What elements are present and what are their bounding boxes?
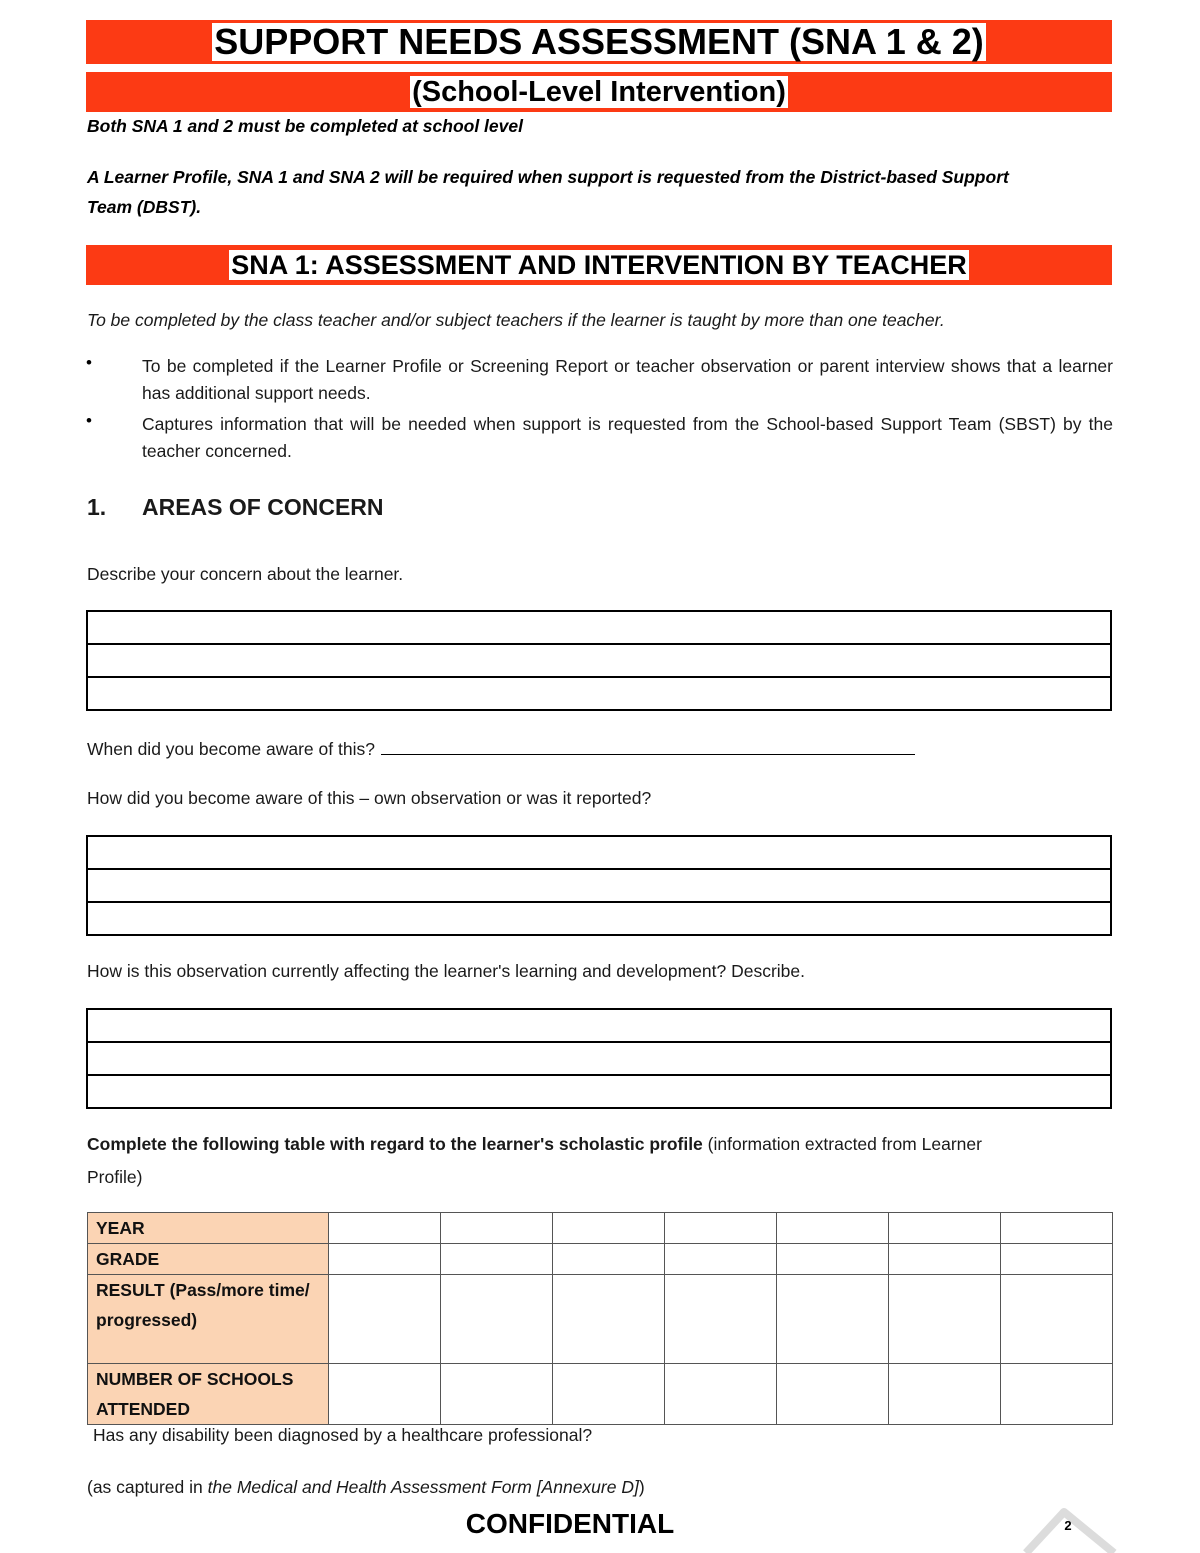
requirement-note-line2: Team (DBST). bbox=[87, 197, 202, 217]
row-label-schools-attended: NUMBER OF SCHOOLS ATTENDED bbox=[88, 1364, 329, 1425]
table-intro bbox=[87, 1134, 1117, 1155]
table-cell[interactable] bbox=[329, 1244, 441, 1275]
table-cell[interactable] bbox=[441, 1364, 553, 1425]
answer-line bbox=[88, 1074, 1110, 1076]
table-cell[interactable] bbox=[329, 1275, 441, 1364]
table-cell[interactable] bbox=[777, 1275, 889, 1364]
section-heading: AREAS OF CONCERN bbox=[142, 494, 384, 520]
table-cell[interactable] bbox=[553, 1213, 665, 1244]
table-cell[interactable] bbox=[1001, 1244, 1113, 1275]
document-subtitle-bar bbox=[86, 72, 1112, 112]
bullet-text: To be completed if the Learner Profile or Screening Report or teacher observation or parent interview shows that a learner has additional support needs. bbox=[142, 356, 1113, 403]
table-intro-rest: (information extracted from Learner bbox=[702, 1134, 982, 1154]
answer-line bbox=[88, 901, 1110, 903]
annexure-pre: (as captured in bbox=[87, 1477, 208, 1497]
question-disability: Has any disability been diagnosed by a healthcare professional? bbox=[93, 1425, 593, 1445]
impact-answer-box[interactable] bbox=[86, 1008, 1112, 1109]
table-cell[interactable] bbox=[1001, 1275, 1113, 1364]
table-cell[interactable] bbox=[441, 1244, 553, 1275]
question-how-aware: How did you become aware of this – own observation or was it reported? bbox=[87, 788, 652, 808]
scholastic-profile-table bbox=[87, 1212, 1113, 1425]
table-cell[interactable] bbox=[889, 1364, 1001, 1425]
answer-line bbox=[88, 868, 1110, 870]
table-cell[interactable] bbox=[553, 1244, 665, 1275]
table-cell[interactable] bbox=[329, 1213, 441, 1244]
bullet-item bbox=[86, 353, 1113, 409]
table-cell[interactable] bbox=[553, 1364, 665, 1425]
table-cell[interactable] bbox=[1001, 1364, 1113, 1425]
document-subtitle: (School-Level Intervention) bbox=[412, 76, 786, 108]
table-cell[interactable] bbox=[665, 1364, 777, 1425]
table-row bbox=[88, 1213, 1113, 1244]
answer-line bbox=[88, 1041, 1110, 1043]
question-describe-concern: Describe your concern about the learner. bbox=[87, 564, 404, 584]
table-cell[interactable] bbox=[889, 1275, 1001, 1364]
sna1-title: SNA 1: ASSESSMENT AND INTERVENTION BY TEACHER bbox=[231, 250, 967, 280]
table-intro-bold: Complete the following table with regard to the learner's scholastic profile bbox=[87, 1134, 703, 1154]
table-intro-line2: Profile) bbox=[87, 1167, 143, 1187]
how-aware-answer-box[interactable] bbox=[86, 835, 1112, 936]
table-cell[interactable] bbox=[665, 1244, 777, 1275]
row-label-result: RESULT (Pass/more time/ progressed) bbox=[88, 1275, 329, 1364]
table-cell[interactable] bbox=[777, 1213, 889, 1244]
concern-answer-box[interactable] bbox=[86, 610, 1112, 711]
row-label-year: YEAR bbox=[88, 1213, 329, 1244]
table-cell[interactable] bbox=[553, 1275, 665, 1364]
question-when-aware: When did you become aware of this? bbox=[87, 739, 375, 759]
table-row bbox=[88, 1364, 1113, 1425]
bullet-symbol: • bbox=[86, 411, 92, 430]
confidential-label: CONFIDENTIAL bbox=[465, 1508, 675, 1539]
table-cell[interactable] bbox=[889, 1244, 1001, 1275]
row-label-grade: GRADE bbox=[88, 1244, 329, 1275]
question-when-aware-row bbox=[87, 736, 967, 760]
document-title: SUPPORT NEEDS ASSESSMENT (SNA 1 & 2) bbox=[214, 21, 984, 62]
table-cell[interactable] bbox=[329, 1364, 441, 1425]
requirement-note-line1: A Learner Profile, SNA 1 and SNA 2 will be required when support is requested from the District-based Support bbox=[87, 167, 1009, 187]
annexure-reference bbox=[87, 1477, 645, 1498]
sna1-title-bar bbox=[86, 245, 1112, 285]
table-cell[interactable] bbox=[889, 1213, 1001, 1244]
annexure-italic: the Medical and Health Assessment Form [Annexure D] bbox=[207, 1477, 639, 1497]
table-cell[interactable] bbox=[777, 1364, 889, 1425]
completion-note: Both SNA 1 and 2 must be completed at school level bbox=[87, 116, 523, 136]
bullet-item bbox=[86, 411, 1113, 467]
bullet-text: Captures information that will be needed when support is requested from the School-based Support Team (SBST) by the teacher concerned. bbox=[142, 414, 1113, 461]
table-row bbox=[88, 1275, 1113, 1364]
bullet-symbol: • bbox=[86, 353, 92, 372]
annexure-post: ) bbox=[638, 1477, 645, 1497]
table-cell[interactable] bbox=[665, 1275, 777, 1364]
sna1-intro: To be completed by the class teacher and/or subject teachers if the learner is taught by more than one teacher. bbox=[87, 310, 945, 330]
answer-line bbox=[88, 643, 1110, 645]
table-cell[interactable] bbox=[665, 1213, 777, 1244]
table-cell[interactable] bbox=[777, 1244, 889, 1275]
question-impact: How is this observation currently affecting the learner's learning and development? Describe. bbox=[87, 961, 805, 981]
section-number: 1. bbox=[87, 494, 107, 520]
table-cell[interactable] bbox=[1001, 1213, 1113, 1244]
table-cell[interactable] bbox=[441, 1213, 553, 1244]
table-cell[interactable] bbox=[441, 1275, 553, 1364]
when-aware-field[interactable] bbox=[381, 736, 915, 755]
document-title-bar bbox=[86, 20, 1112, 64]
page-number: 2 bbox=[1064, 1518, 1072, 1533]
table-row bbox=[88, 1244, 1113, 1275]
answer-line bbox=[88, 676, 1110, 678]
